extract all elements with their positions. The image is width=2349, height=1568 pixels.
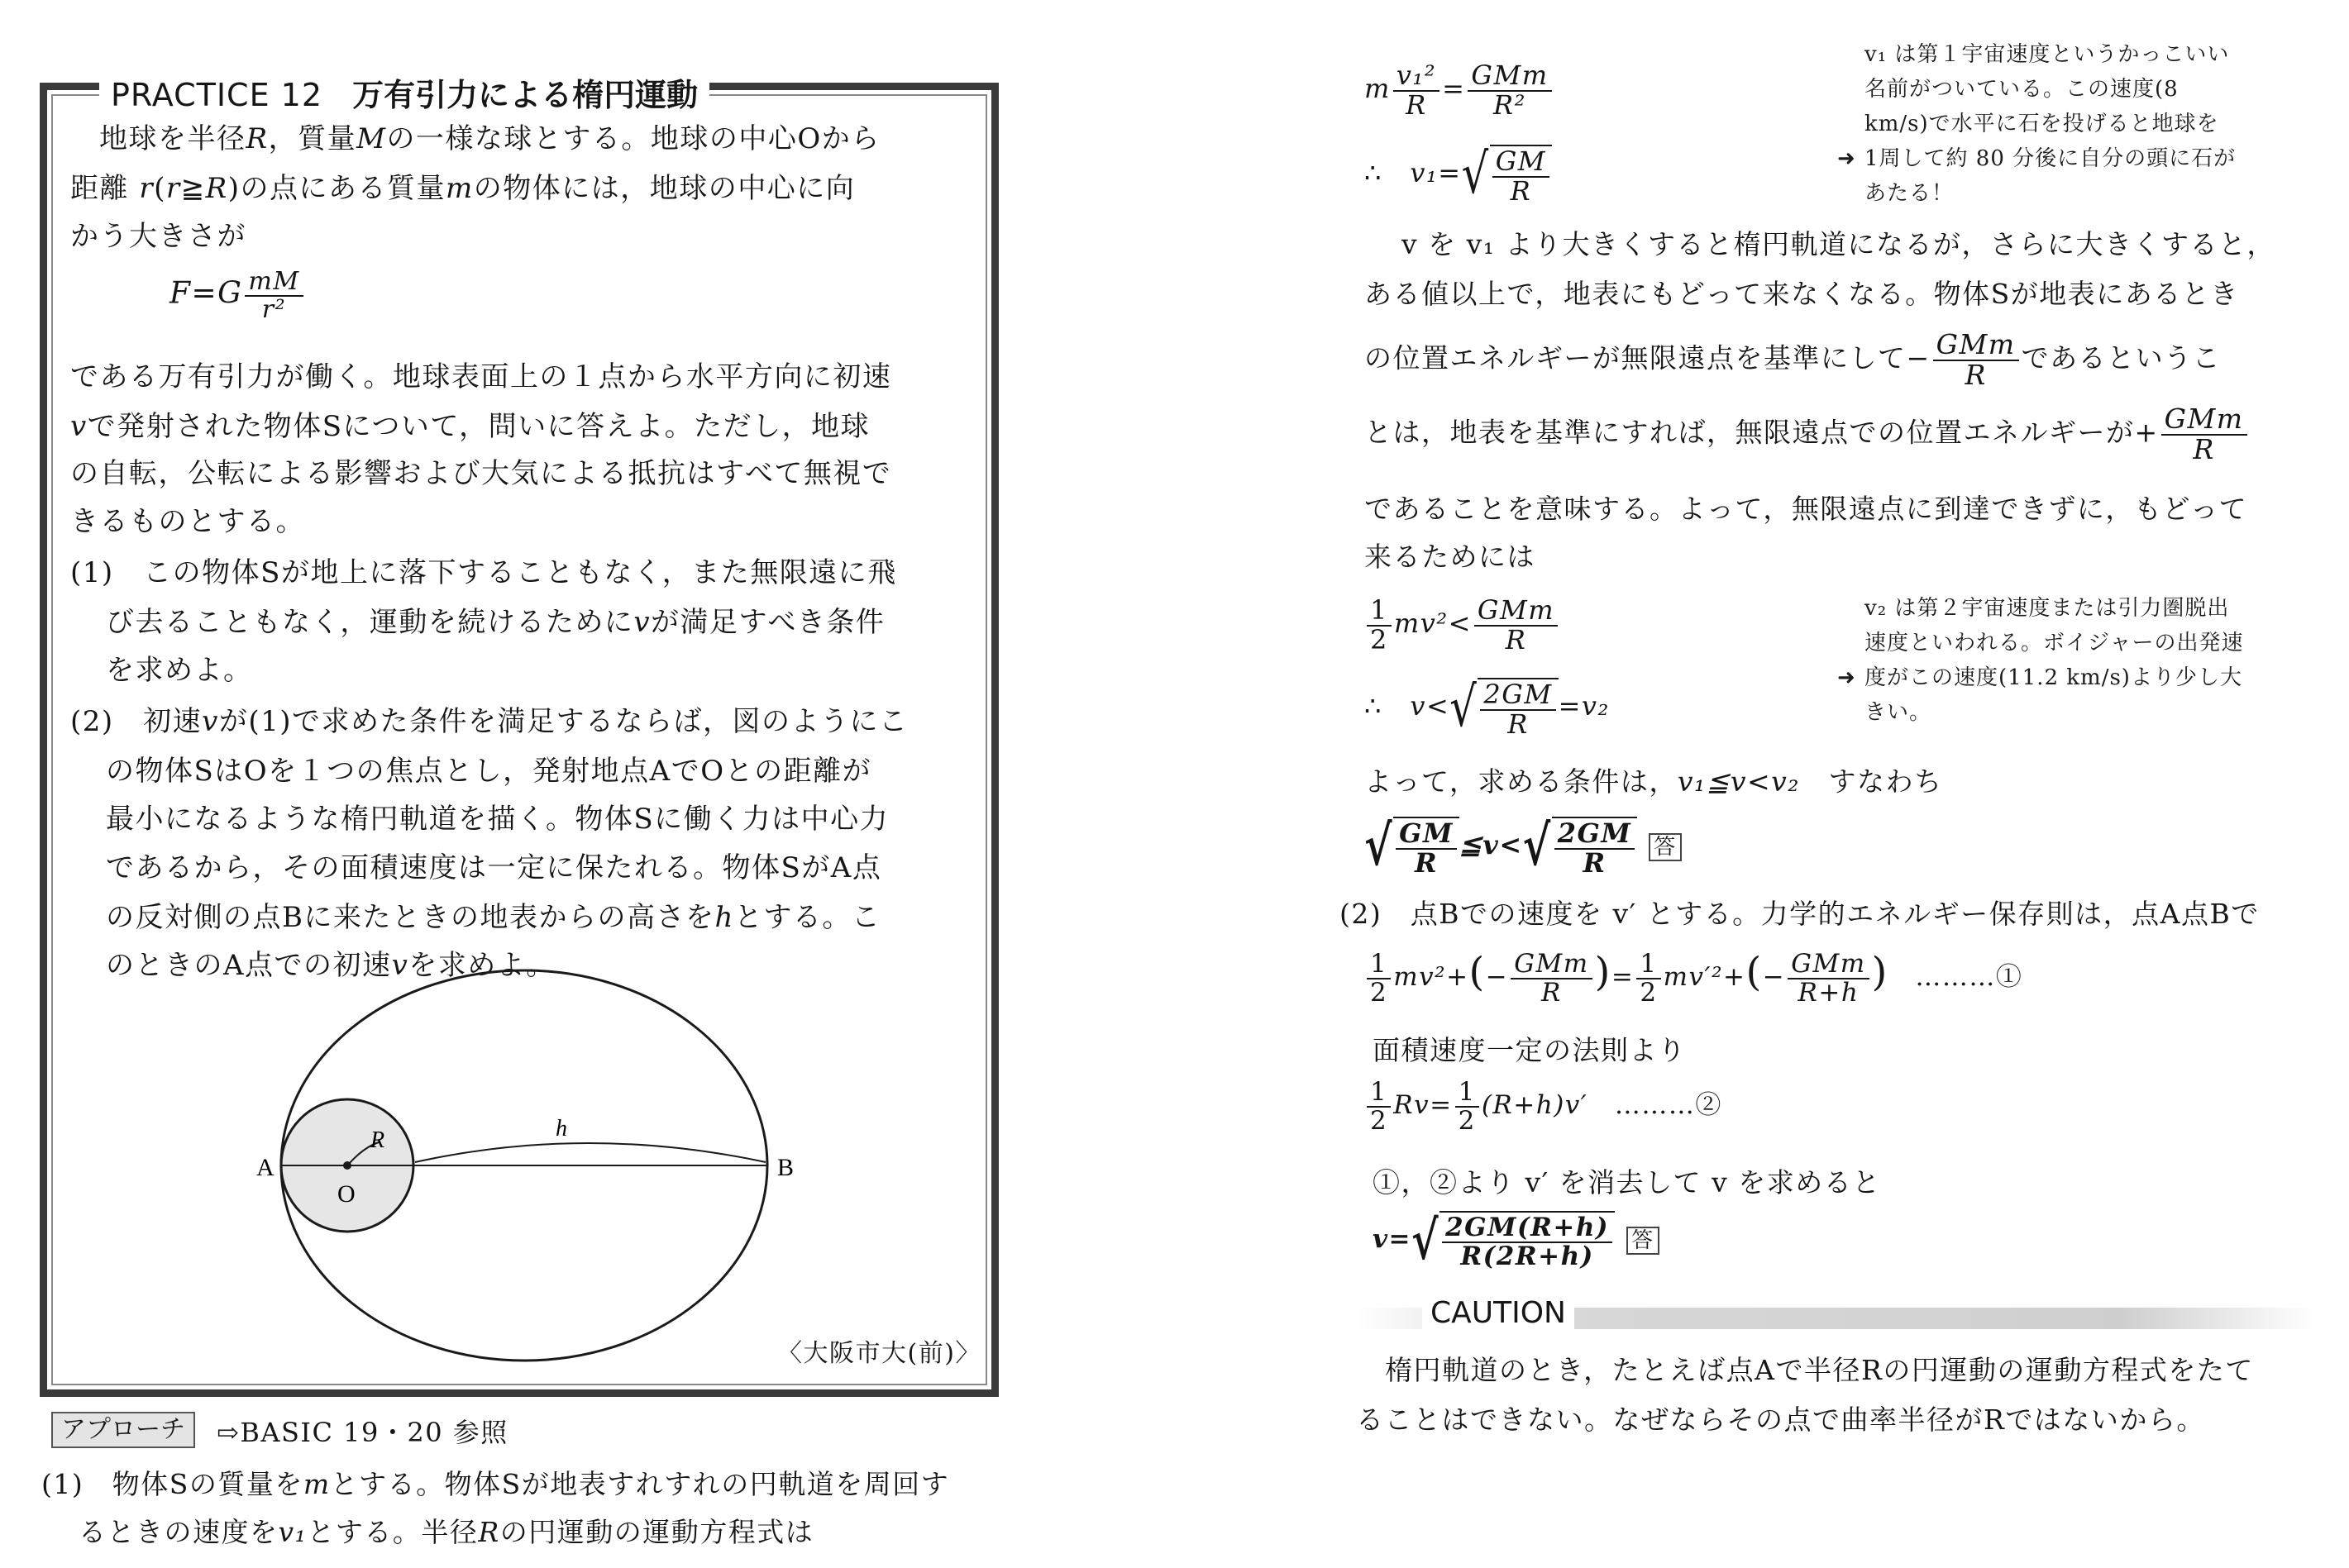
solution-2-intro: (2) 点Bでの速度を v′ とする。力学的エネルギー保存則は，点A点Bで (1339, 898, 2260, 930)
solution-line-2: ある値以上で，地表にもどって来なくなる。物体Sが地表にあるとき (1364, 278, 2239, 310)
label-B: B (777, 1154, 795, 1181)
solution-line-3: の位置エネルギーが無限遠点を基準にして− $\frac{\text{GMm}}{R}$ であるというこ (1364, 328, 2222, 391)
force-formula: F=G $\frac{mM}{\text{r²}}$ (169, 269, 306, 322)
caution-line-2: ることはできない。なぜならその点で曲率半径がRではないから。 (1356, 1404, 2205, 1436)
note-1-line-2: 名前がついている。この速度(8 (1864, 77, 2179, 102)
solution-line-5: であることを意味する。よって，無限遠点に到達できずに，もどって (1364, 493, 2248, 525)
note-1-line-3: km/s)で水平に石を投げると地球を (1864, 112, 2219, 136)
problem-line-6: の自転，公転による影響および大気による抵抗はすべて無視で (70, 457, 892, 490)
question-1: (1) この物体Sが地上に落下することもなく，また無限遠に飛 (70, 556, 897, 589)
label-O: O (337, 1180, 356, 1208)
area-velocity-equation: $\frac{1}{2}$ Rv= $\frac{1}{2}$ (R+h)v′ ………② (1364, 1079, 1722, 1134)
solution-line-1: v を v₁ より大きくすると楕円軌道になるが，さらに大きくすると， (1401, 228, 2275, 260)
answer-mark: 答 (1649, 833, 1682, 861)
condition-line: よって，求める条件は，v₁≦v<v₂ すなわち (1364, 765, 1943, 798)
height-arc (415, 1143, 766, 1162)
question-2-line-4: であるから，その面積速度は一定に保たれる。物体SがA点 (106, 851, 882, 884)
practice-header (99, 69, 709, 115)
energy-conservation-equation: $\frac{1}{2}$ mv²+(− $\frac{\text{GMm}}{R}$ )= $\frac{1}{2}$ mv′²+(− $\frac{\text{GMm}}{R+h}$ ) ………① (1364, 949, 2022, 1006)
note-1-line-1: v₁ は第１宇宙速度というかっこいい (1864, 42, 2230, 67)
practice-label: PRACTICE 12 (111, 77, 323, 113)
caution-label: CAUTION (1422, 1296, 1574, 1330)
equation-circular-motion: m $\frac{\text{v₁²}}{R}$ = $\frac{\text{GMm}}{\text{R²}}$ (1364, 62, 1554, 119)
solution-line-4: とは，地表を基準にすれば，無限遠点での位置エネルギーが+ $\frac{\text{GMm}}{R}$ (1364, 405, 2250, 464)
question-2: (2) 初速vが(1)で求めた条件を満足するならば，図のようにこ (70, 705, 909, 738)
energy-inequality: $\frac{1}{2}$ mv²< $\frac{\text{GMm}}{R}$ (1364, 597, 1560, 654)
question-2-line-2: の物体SはOを１つの焦点とし，発射地点AでOとの距離が (106, 755, 872, 788)
note-2-line-4: きい。 (1864, 700, 1932, 725)
escape-velocity-inequality: ∴ v< √ $\frac{2GM}{R}$ =v₂ (1364, 674, 1610, 740)
area-velocity-law: 面積速度一定の法則より (1373, 1034, 1687, 1066)
problem-line-4: である万有引力が働く。地球表面上の１点から水平方向に初速 (70, 360, 892, 393)
label-R: R (370, 1127, 385, 1153)
arrow-icon: ➜ (1837, 146, 1856, 171)
question-2-line-3: 最小になるような楕円軌道を描く。物体Sに働く力は中心力 (106, 803, 890, 836)
question-2-line-5: の反対側の点Bに来たときの地表からの高さをhとする。こ (106, 901, 881, 934)
note-2-line-2: 速度といわれる。ボイジャーの出発速 (1864, 631, 2244, 655)
arrow-icon: ➜ (1837, 665, 1856, 690)
approach-reference: ⇨BASIC 19・20 参照 (217, 1417, 508, 1448)
practice-title: 万有引力による楕円運動 (352, 76, 699, 113)
note-1-line-5: あたる！ (1864, 181, 1955, 206)
solution-line-6: 来るためには (1364, 541, 1535, 573)
label-h: h (556, 1116, 567, 1141)
label-A: A (256, 1154, 275, 1181)
problem-line-2: 距離 r(r≧R)の点にある質量mの物体には，地球の中心に向 (70, 172, 856, 205)
problem-line-7: きるものとする。 (70, 505, 305, 538)
center-point (343, 1161, 351, 1170)
elimination-line: ①，②より v′ を消去して v を求めると (1373, 1166, 1881, 1199)
answer-1: √ $\frac{GM}{R}$ ≦v< √ $\frac{2GM}{R}$ 答 (1364, 817, 1682, 877)
question-1-line-3: を求めよ。 (106, 654, 253, 687)
answer-2: v= √ $\frac{2GM(R+h)}{R(2R+h)}$ 答 (1373, 1211, 1659, 1270)
source-citation: 〈大阪市大(前)〉 (777, 1339, 981, 1368)
approach-1-line-1: (1) 物体Sの質量をmとする。物体Sが地表すれすれの円軌道を周回す (41, 1468, 950, 1500)
answer-mark: 答 (1626, 1227, 1659, 1255)
question-1-line-2: び去ることもなく，運動を続けるためにvが満足すべき条件 (106, 606, 886, 639)
approach-1-line-2: るときの速度をv₁とする。半径Rの円運動の運動方程式は (79, 1516, 814, 1548)
note-2-line-1: v₂ は第２宇宙速度または引力圏脱出 (1864, 596, 2230, 621)
question-2-line-6: のときのA点での初速vを求めよ。 (106, 949, 556, 982)
caution-line-1: 楕円軌道のとき，たとえば点Aで半径Rの円運動の運動方程式をたて (1385, 1354, 2254, 1386)
problem-line-3: かう大きさが (70, 220, 246, 253)
note-2-line-3: 度がこの速度(11.2 km/s)より少し大 (1864, 665, 2242, 690)
note-1-line-4: 1周して約 80 分後に自分の頭に石が (1864, 146, 2237, 171)
equation-v1: ∴ v₁= √ $\frac{GM}{R}$ (1364, 145, 1552, 205)
problem-line-5: vで発射された物体Sについて，問いに答えよ。ただし，地球 (70, 410, 871, 443)
approach-tag: アプローチ (51, 1412, 195, 1448)
problem-line-1: 地球を半径R，質量Mの一様な球とする。地球の中心Oから (99, 122, 881, 155)
